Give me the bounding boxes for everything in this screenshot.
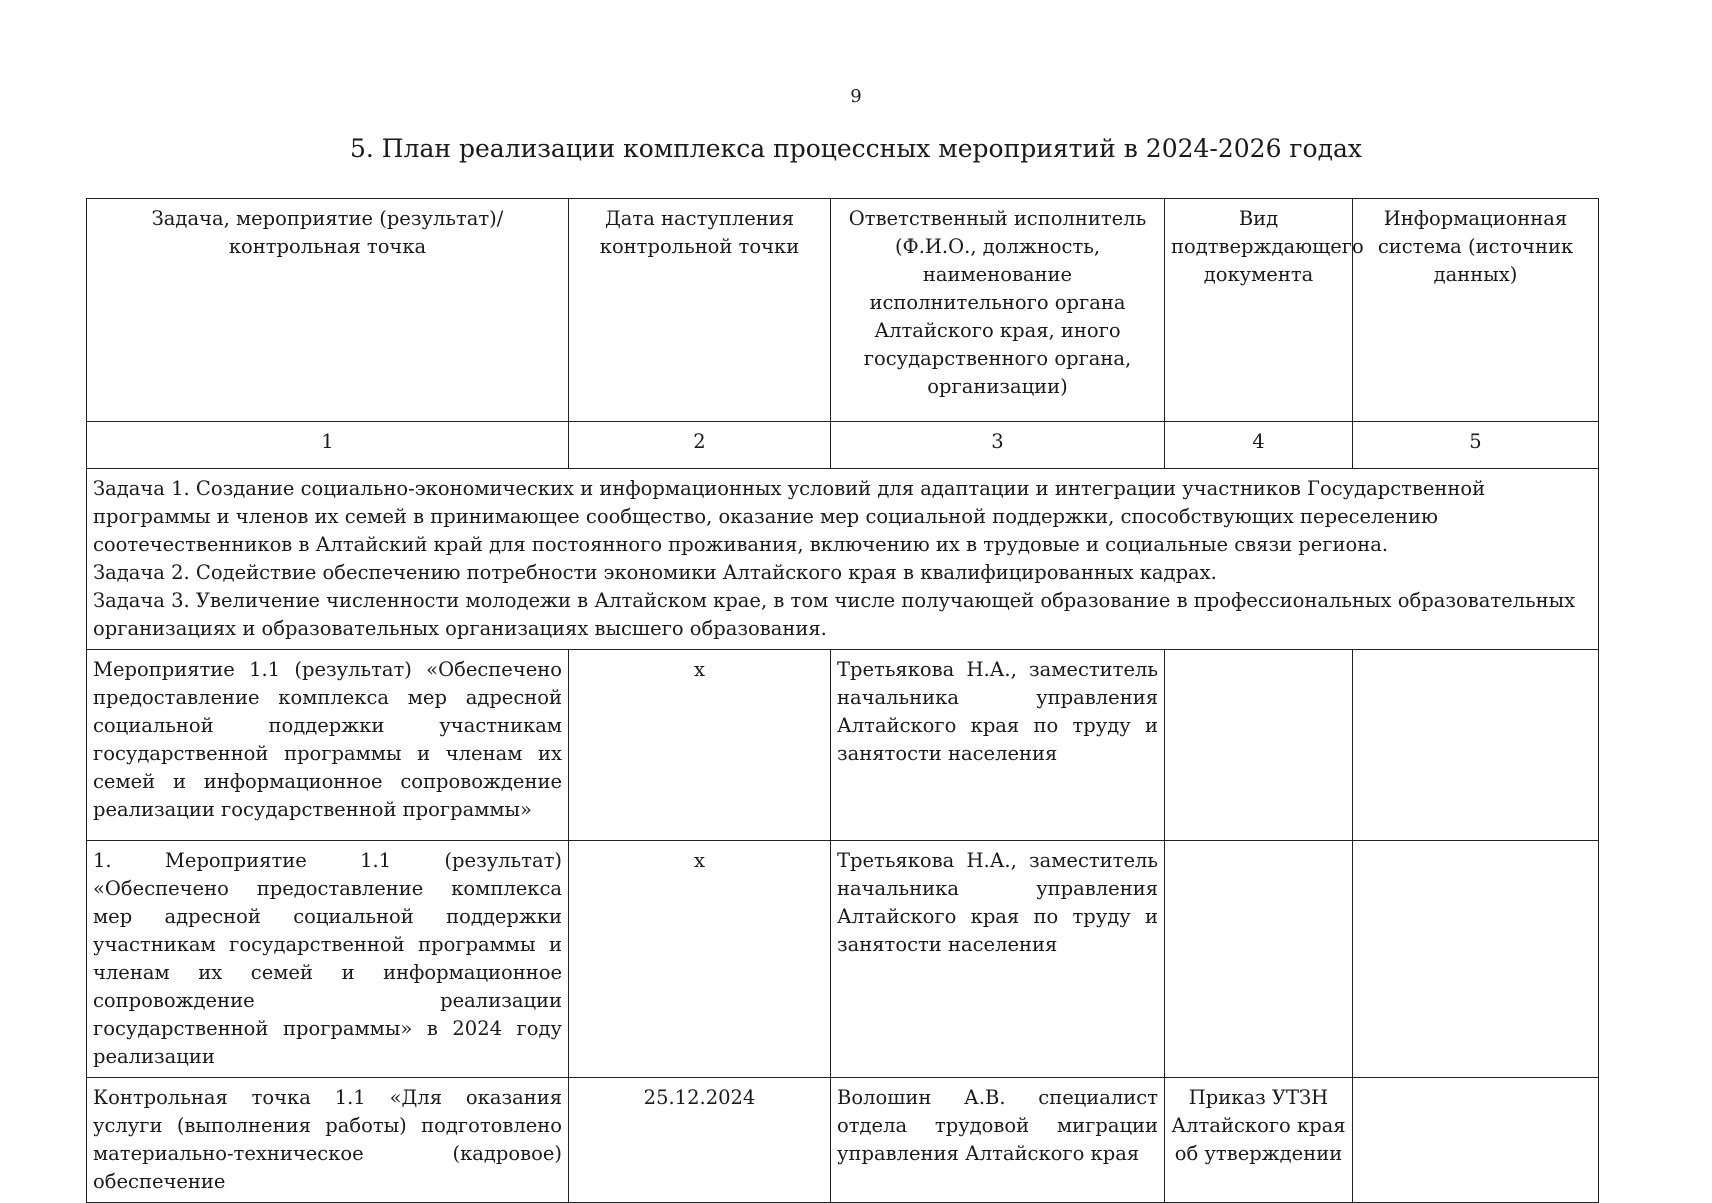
info-system-cell <box>1353 650 1599 841</box>
column-number: 5 <box>1353 422 1599 469</box>
column-number: 2 <box>569 422 831 469</box>
column-number: 3 <box>831 422 1165 469</box>
header-date: Дата наступления контрольной точки <box>569 199 831 422</box>
column-number-row <box>87 422 1599 469</box>
column-number: 1 <box>87 422 569 469</box>
document-cell <box>1165 841 1353 1078</box>
date-cell: х <box>569 650 831 841</box>
table-row <box>87 841 1599 1078</box>
item-cell: Контрольная точка 1.1 «Для оказания услуги (выполнения работы) подготовлено материально-техническое (кадровое) обеспечение <box>87 1078 569 1203</box>
tasks-row <box>87 469 1599 650</box>
table-row <box>87 1078 1599 1203</box>
date-cell: 25.12.2024 <box>569 1078 831 1203</box>
column-number: 4 <box>1165 422 1353 469</box>
item-cell: Мероприятие 1.1 (результат) «Обеспечено предоставление комплекса мер адресной социальной поддержки участникам государственной программы и членам их семей и информационное сопровождение реализации государственной программы» <box>87 650 569 841</box>
item-cell: 1. Мероприятие 1.1 (результат) «Обеспечено предоставление комплекса мер адресной социальной поддержки участникам государственной программы и членам их семей и информационное сопровождение реализации государственной программы» в 2024 году реализации <box>87 841 569 1078</box>
info-system-cell <box>1353 1078 1599 1203</box>
responsible-cell: Волошин А.В. специалист отдела трудовой миграции управления Алтайского края <box>831 1078 1165 1203</box>
task-3: Задача 3. Увеличение численности молодежи в Алтайском крае, в том числе получающей образование в профессиональных образовательных организациях и образовательных организациях высшего образования. <box>93 589 1576 640</box>
responsible-cell: Третьякова Н.А., заместитель начальника управления Алтайского края по труду и занятости населения <box>831 841 1165 1078</box>
header-info-system: Информационная система (источник данных) <box>1353 199 1599 422</box>
page-number: 9 <box>850 86 862 107</box>
header-document: Вид подтверждающего документа <box>1165 199 1353 422</box>
responsible-cell: Третьякова Н.А., заместитель начальника управления Алтайского края по труду и занятости населения <box>831 650 1165 841</box>
plan-table <box>86 198 1599 1203</box>
task-2: Задача 2. Содействие обеспечению потребности экономики Алтайского края в квалифицированных кадрах. <box>93 561 1217 584</box>
document-cell: Приказ УТЗН Алтайского края об утверждении <box>1165 1078 1353 1203</box>
header-responsible: Ответственный исполнитель (Ф.И.О., должность, наименование исполнительного органа Алтайского края, иного государственного органа, организации) <box>831 199 1165 422</box>
header-task: Задача, мероприятие (результат)/ контрольная точка <box>87 199 569 422</box>
tasks-cell <box>87 469 1599 650</box>
table-row <box>87 650 1599 841</box>
info-system-cell <box>1353 841 1599 1078</box>
page-title: 5. План реализации комплекса процессных мероприятий в 2024-2026 годах <box>350 134 1362 163</box>
task-1: Задача 1. Создание социально-экономических и информационных условий для адаптации и интеграции участников Государственной программы и членов их семей в принимающее сообщество, оказание мер социальной поддержки, способствующих переселению соотечественников в Алтайский край для постоянного проживания, включению их в трудовые и социальные связи региона. <box>93 477 1486 556</box>
date-cell: х <box>569 841 831 1078</box>
document-cell <box>1165 650 1353 841</box>
header-row <box>87 199 1599 422</box>
